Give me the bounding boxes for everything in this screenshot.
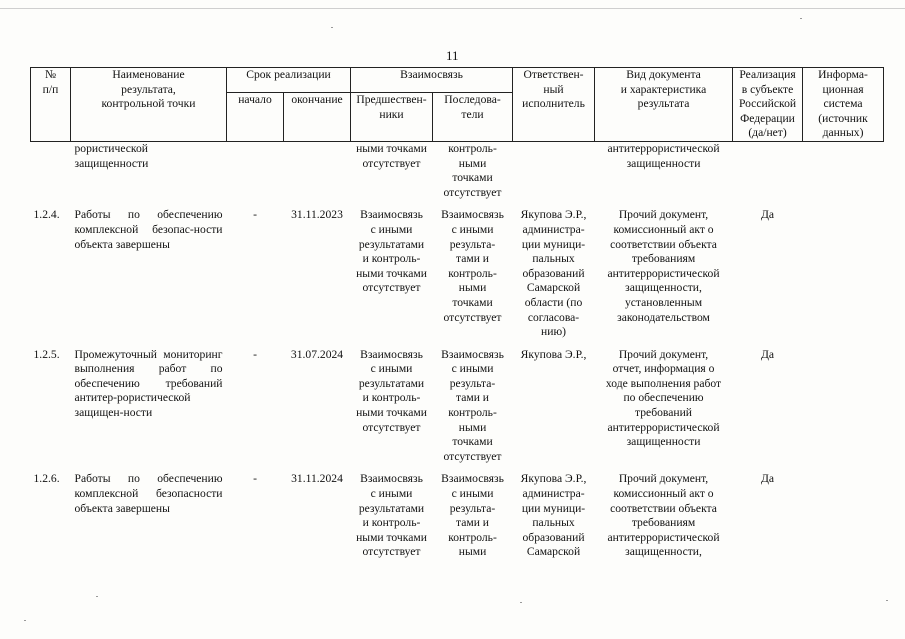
row-realization: Да: [760, 472, 775, 486]
header-successors: Последова- тели: [433, 93, 513, 142]
row-doc-type: Прочий документ, отчет, информация о ходе выполнения работ по обеспечению требований антитеррористической защищенности: [605, 347, 722, 449]
scan-speck: [24, 620, 26, 621]
scan-top-edge: [0, 8, 905, 9]
table-row: [31, 340, 884, 465]
row-info-system: [803, 464, 884, 560]
table-header: [31, 68, 884, 142]
row-info-system: [803, 141, 884, 200]
row-num: 1.2.5.: [33, 347, 60, 361]
row-realization: Да: [760, 347, 775, 361]
header-name: Наименование результата, контрольной точки: [71, 68, 227, 142]
row-start: -: [253, 347, 257, 361]
page-number: 11: [446, 48, 459, 63]
header-predecessors: Предшествен- ники: [351, 93, 433, 142]
row-responsible: Якупова Э.Р., администра- ции муници- пальных образований Самарской области (по согласова- нию): [520, 208, 587, 339]
row-realization: [733, 141, 803, 200]
table-row: [31, 200, 884, 339]
header-end: окончание: [284, 93, 351, 142]
row-info-system: [803, 200, 884, 339]
table-row: [31, 464, 884, 560]
row-responsible: Якупова Э.Р.,: [520, 347, 587, 361]
row-successors: Взаимосвязь с иными результа- тами и контроль- ными точками отсутствует: [441, 208, 504, 324]
row-predecessors: Взаимосвязь с иными результатами и контроль- ными точками отсутствует: [356, 472, 427, 559]
scan-speck: [886, 600, 888, 601]
row-num: [31, 141, 71, 200]
row-successors: Взаимосвязь с иными результа- тами и контроль- ными: [441, 472, 504, 559]
row-start: -: [253, 208, 257, 222]
header-info-system: Информа- ционная система (источник данных): [803, 68, 884, 142]
scan-speck: [800, 18, 802, 19]
row-info-system: [803, 340, 884, 465]
header-responsible: Ответствен- ный исполнитель: [513, 68, 595, 142]
row-start: -: [253, 472, 257, 486]
row-name: рористической защищенности: [74, 141, 149, 170]
row-predecessors: ными точками отсутствует: [356, 141, 427, 170]
row-doc-type: антитеррористической защищенности: [607, 141, 720, 170]
row-predecessors: Взаимосвязь с иными результатами и контроль- ными точками отсутствует: [356, 208, 427, 295]
row-successors: Взаимосвязь с иными результа- тами и контроль- ными точками отсутствует: [441, 347, 504, 463]
table-body: [31, 141, 884, 560]
table-row: [31, 141, 884, 200]
row-start: [227, 141, 284, 200]
row-successors: контроль- ными точками отсутствует: [443, 141, 502, 199]
row-doc-type: Прочий документ, комиссионный акт о соответствии объекта требованиям антитеррористической защищенности, установленным законодательством: [607, 208, 720, 324]
scan-speck: [96, 596, 98, 597]
row-end: 31.11.2023: [291, 208, 343, 222]
row-name: Работы по обеспечению комплексной безопас-ности объекта завершены: [74, 208, 223, 251]
row-responsible: Якупова Э.Р., администра- ции муници- пальных образований Самарской: [520, 472, 587, 559]
row-responsible: [513, 141, 595, 200]
results-table: [30, 67, 884, 560]
header-doc-type: Вид документа и характеристика результата: [595, 68, 733, 142]
header-num: № п/п: [31, 68, 71, 142]
header-period: Срок реализации: [227, 68, 351, 93]
scan-speck: [520, 602, 522, 603]
row-end: 31.11.2024: [291, 472, 343, 486]
row-num: 1.2.6.: [33, 472, 60, 486]
row-num: 1.2.4.: [33, 208, 60, 222]
row-predecessors: Взаимосвязь с иными результатами и контроль- ными точками отсутствует: [356, 347, 427, 434]
row-name: Промежуточный мониторинг выполнения работ по обеспечению требований антитер-рористической защищен-ности: [74, 347, 223, 420]
row-name: Работы по обеспечению комплексной безопасности объекта завершены: [74, 472, 223, 515]
row-end: 31.07.2024: [290, 347, 344, 361]
row-end: [284, 141, 351, 200]
header-relation: Взаимосвязь: [351, 68, 513, 93]
scan-speck: [331, 27, 333, 28]
header-start: начало: [227, 93, 284, 142]
row-doc-type: Прочий документ, комиссионный акт о соответствии объекта требованиям антитеррористической защищенности,: [607, 472, 720, 559]
header-realization: Реализация в субъекте Российской Федерации (да/нет): [733, 68, 803, 142]
row-realization: Да: [760, 208, 775, 222]
